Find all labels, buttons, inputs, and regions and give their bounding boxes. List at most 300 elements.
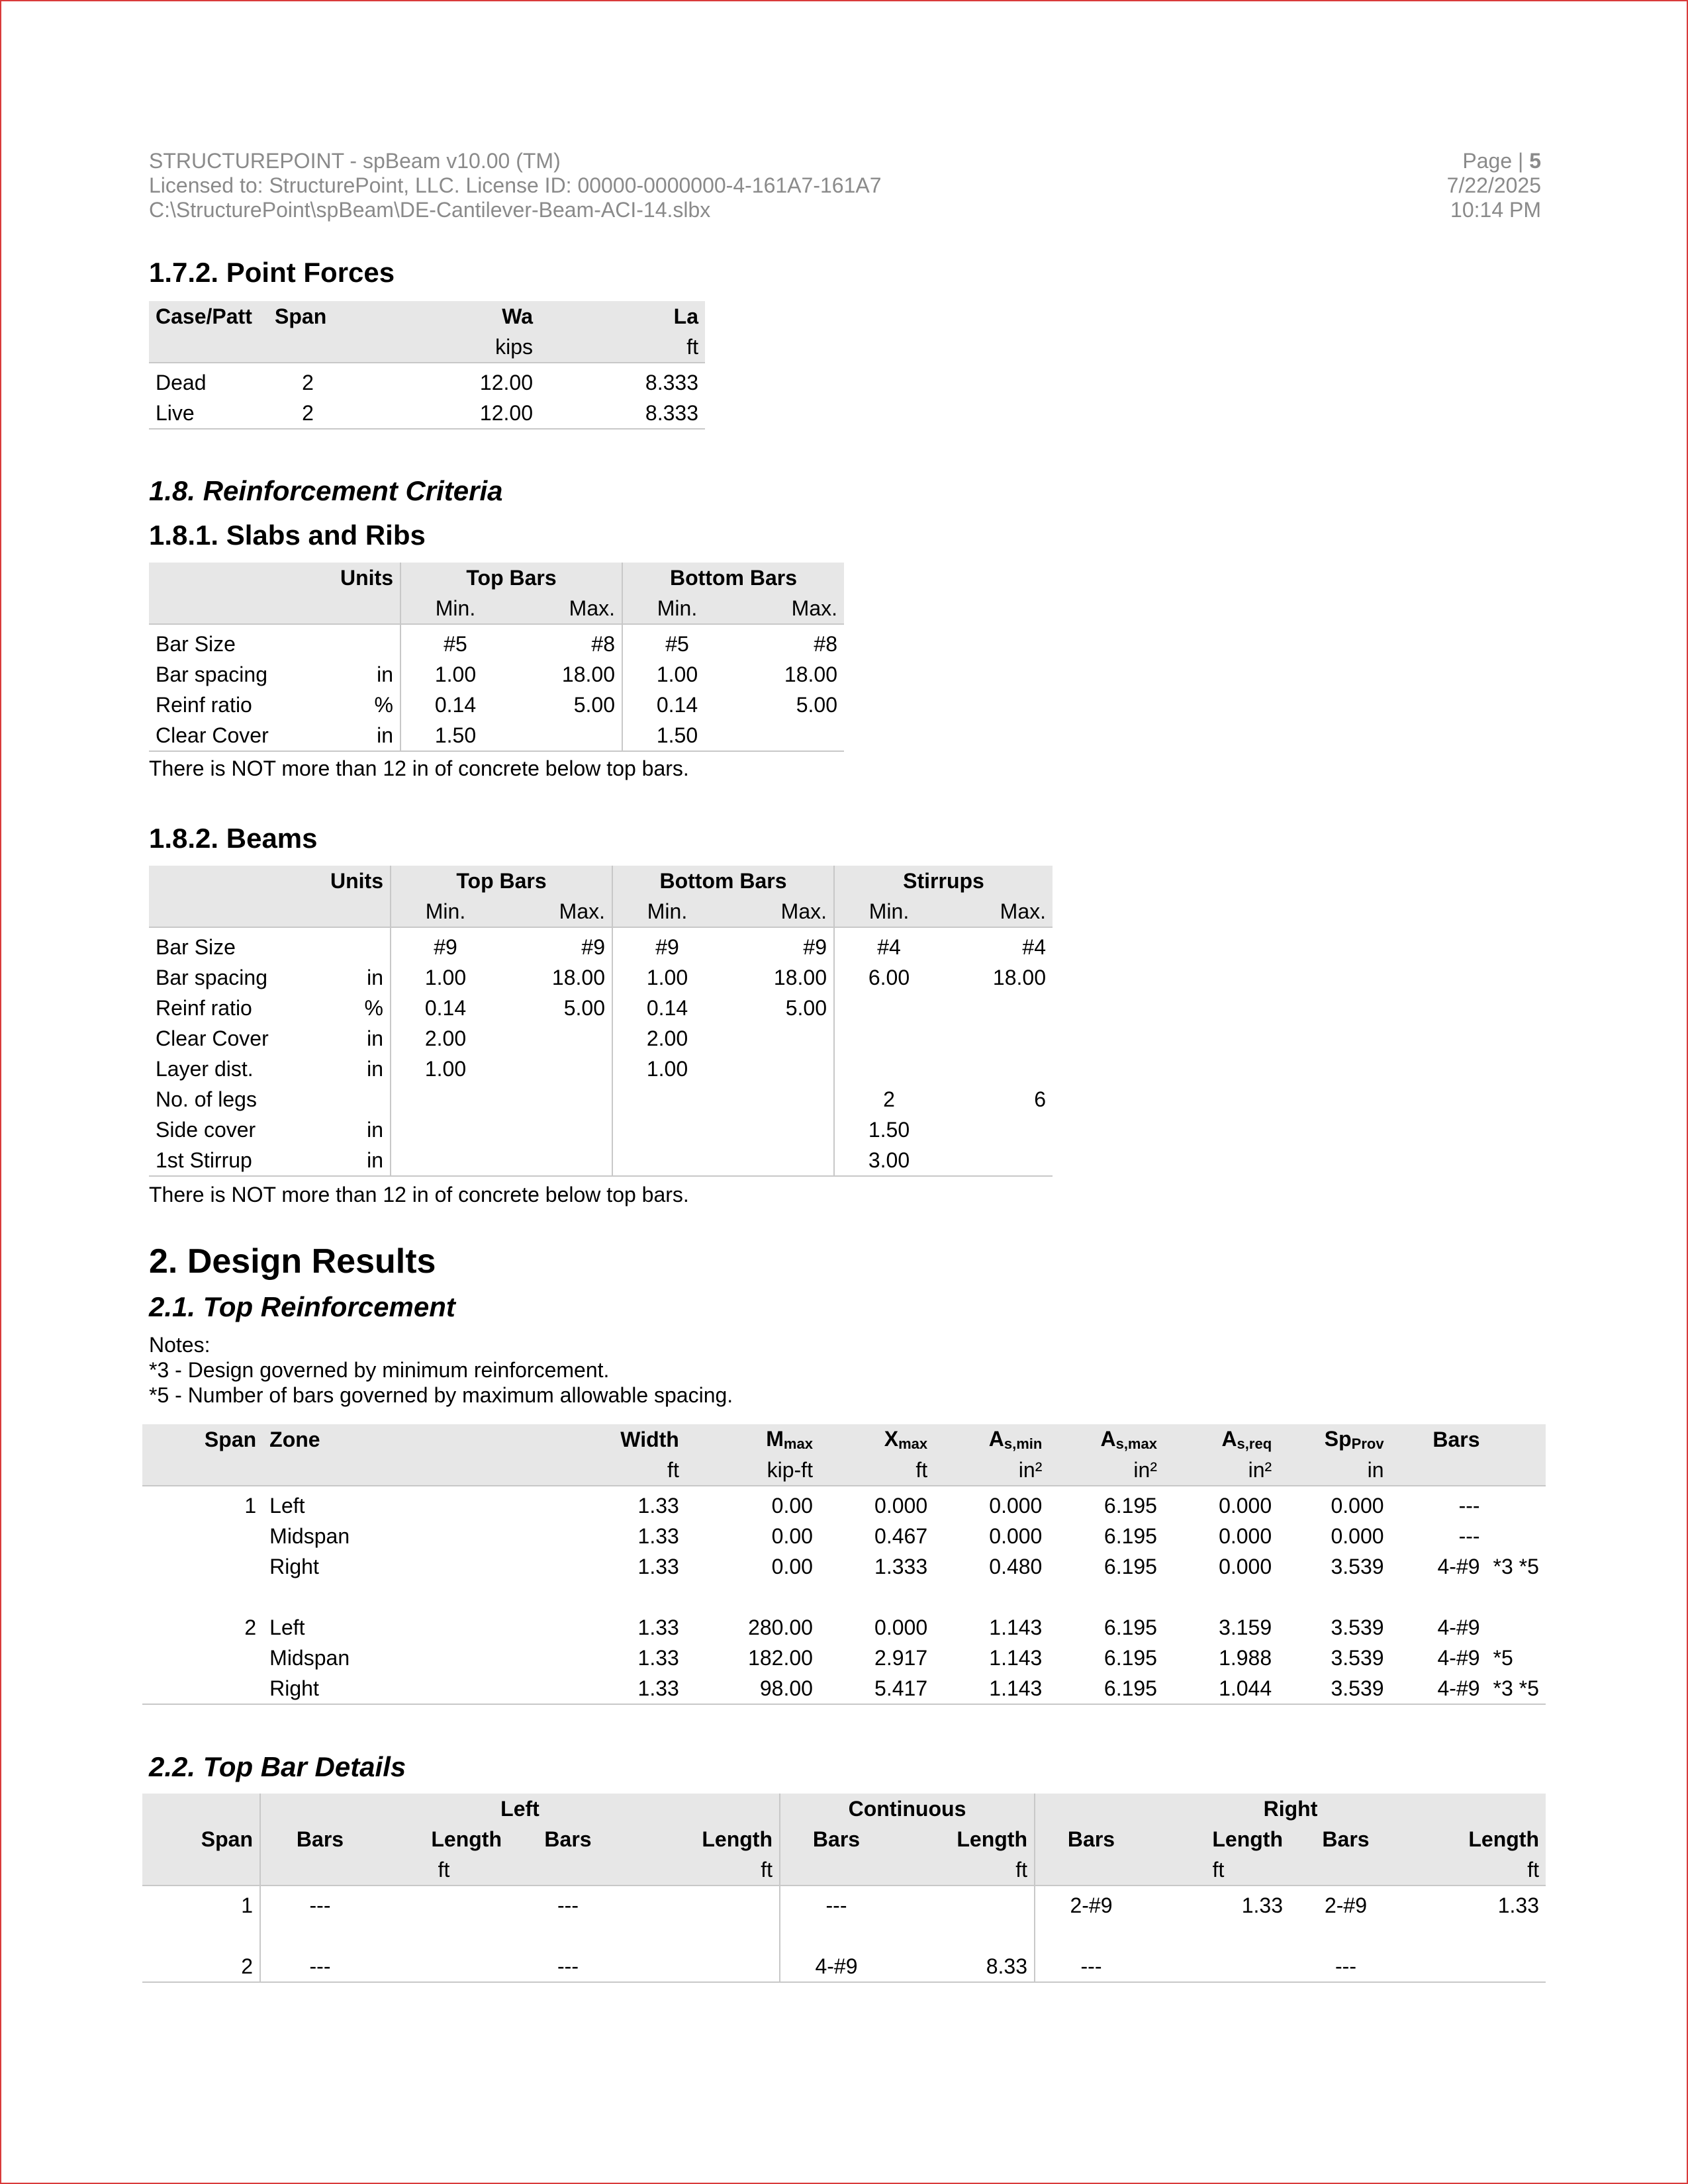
table-cell bbox=[780, 1921, 892, 1951]
table-cell: 1.143 bbox=[989, 1615, 1043, 1639]
table-cell: #8 bbox=[814, 631, 837, 656]
table-cell bbox=[1487, 1612, 1546, 1643]
header-main: M bbox=[766, 1426, 784, 1451]
column-header bbox=[149, 896, 314, 927]
page-number: 5 bbox=[1529, 149, 1541, 173]
table-cell: 1.00 bbox=[612, 1054, 722, 1084]
column-header bbox=[1049, 1424, 1164, 1455]
column-unit: ft bbox=[820, 1455, 934, 1486]
column-header bbox=[820, 1424, 934, 1455]
column-header: Length bbox=[702, 1827, 773, 1851]
table-cell bbox=[722, 1084, 834, 1115]
column-unit: in² bbox=[934, 1455, 1049, 1486]
column-header: Zone bbox=[269, 1427, 320, 1451]
table-cell: 0.000 bbox=[874, 1615, 928, 1639]
table-cell: 4-#9 bbox=[1391, 1673, 1487, 1704]
column-header bbox=[686, 1424, 820, 1455]
table-cell: 1.50 bbox=[400, 720, 510, 751]
table-cell: 3.539 bbox=[1331, 1615, 1384, 1639]
table-cell bbox=[943, 1145, 1053, 1176]
column-unit bbox=[149, 332, 268, 363]
table-cell: 5.00 bbox=[796, 692, 837, 717]
table-row bbox=[142, 1886, 1546, 1921]
column-header bbox=[934, 1424, 1049, 1455]
table-row bbox=[149, 720, 844, 751]
table-cell: #5 bbox=[622, 624, 731, 659]
table-cell bbox=[612, 1115, 722, 1145]
table-cell: 1.33 bbox=[637, 1645, 679, 1670]
table-cell: 0.14 bbox=[622, 690, 731, 720]
table-cell bbox=[314, 1084, 391, 1115]
table-cell bbox=[628, 1921, 780, 1951]
header-subscript: s,req bbox=[1237, 1435, 1272, 1452]
table-cell: 1.00 bbox=[400, 659, 510, 690]
table-cell: 6.195 bbox=[1103, 1615, 1157, 1639]
table-cell: 1.333 bbox=[874, 1554, 928, 1578]
table-cell: 0.000 bbox=[1219, 1493, 1272, 1518]
column-unit: in² bbox=[1164, 1455, 1278, 1486]
table-cell bbox=[260, 1921, 379, 1951]
column-unit: ft bbox=[404, 1455, 685, 1486]
column-header: Max. bbox=[722, 896, 834, 927]
table-cell: 1.33 bbox=[637, 1493, 679, 1518]
top-reinforcement-notes bbox=[149, 1332, 733, 1408]
table-cell bbox=[500, 1115, 612, 1145]
column-unit bbox=[1391, 1455, 1487, 1486]
table-cell: 4-#9 bbox=[780, 1951, 892, 1982]
table-cell bbox=[314, 927, 391, 962]
table-header-row bbox=[149, 563, 844, 593]
header-time: 10:14 PM bbox=[1450, 198, 1541, 222]
column-header: Length bbox=[431, 1827, 502, 1851]
table-cell: 0.14 bbox=[391, 993, 500, 1023]
table-cell bbox=[731, 720, 844, 751]
slabs-note: There is NOT more than 12 in of concrete below top bars. bbox=[149, 756, 689, 780]
table-cell: --- bbox=[508, 1951, 628, 1982]
table-cell bbox=[612, 1084, 722, 1115]
table-cell: #4 bbox=[1022, 934, 1046, 959]
table-cell: 1.33 bbox=[637, 1615, 679, 1639]
table-cell: 5.00 bbox=[563, 995, 605, 1020]
table-row bbox=[149, 659, 844, 690]
report-header bbox=[149, 149, 882, 222]
table-cell: 0.000 bbox=[1331, 1493, 1384, 1518]
table-cell: Right bbox=[263, 1673, 404, 1704]
column-header: Bars bbox=[780, 1824, 892, 1854]
section-heading: 2.2. Top Bar Details bbox=[149, 1751, 406, 1782]
table-cell: 5.00 bbox=[573, 692, 615, 717]
column-unit bbox=[142, 1854, 260, 1886]
table-cell bbox=[943, 1054, 1053, 1084]
section-heading: 2. Design Results bbox=[149, 1242, 436, 1281]
table-cell: 4-#9 bbox=[1437, 1554, 1480, 1578]
table-cell: 0.000 bbox=[1219, 1554, 1272, 1578]
table-cell: 4-#9 bbox=[1437, 1645, 1480, 1670]
table-cell bbox=[391, 1084, 500, 1115]
table-cell: in bbox=[314, 1145, 391, 1176]
table-cell: Left bbox=[269, 1615, 305, 1639]
table-cell: #4 bbox=[834, 927, 943, 962]
table-cell bbox=[1487, 1486, 1546, 1521]
table-cell: 0.000 bbox=[1219, 1524, 1272, 1548]
column-group-header: Right bbox=[1035, 1794, 1546, 1824]
table-row bbox=[142, 1551, 1546, 1582]
table-cell: --- bbox=[260, 1886, 379, 1921]
header-subscript: s,max bbox=[1115, 1435, 1157, 1452]
table-cell: #9 bbox=[581, 934, 605, 959]
column-header: Length bbox=[1468, 1827, 1539, 1851]
table-cell bbox=[500, 1145, 612, 1176]
table-cell: 1.00 bbox=[391, 962, 500, 993]
table-cell: 1.044 bbox=[1164, 1673, 1278, 1704]
point-forces-table bbox=[149, 301, 705, 430]
table-cell: Right bbox=[269, 1554, 319, 1578]
table-cell bbox=[142, 1643, 263, 1673]
header-program: STRUCTUREPOINT - spBeam v10.00 (TM) bbox=[149, 149, 561, 173]
table-cell: 3.539 bbox=[1331, 1554, 1384, 1578]
table-cell bbox=[508, 1921, 628, 1951]
table-cell: Bar Size bbox=[156, 934, 236, 959]
column-unit bbox=[1035, 1854, 1147, 1886]
table-row bbox=[149, 363, 705, 398]
table-cell: Clear Cover bbox=[149, 720, 314, 751]
table-header-row bbox=[142, 1794, 1546, 1824]
table-cell: 2 bbox=[268, 398, 348, 429]
table-cell: 2.00 bbox=[612, 1023, 722, 1054]
table-cell bbox=[892, 1886, 1035, 1921]
table-cell: 1 bbox=[241, 1893, 253, 1917]
table-cell: 1.33 bbox=[637, 1554, 679, 1578]
table-spacer-row bbox=[142, 1921, 1546, 1951]
column-header: Bars bbox=[1432, 1427, 1480, 1451]
table-cell: 18.00 bbox=[784, 662, 837, 686]
column-group-header: Bottom Bars bbox=[612, 866, 834, 896]
table-cell bbox=[612, 1145, 722, 1176]
table-cell: --- bbox=[1458, 1493, 1480, 1518]
table-cell bbox=[722, 1023, 834, 1054]
header-subscript: max bbox=[783, 1435, 813, 1452]
table-subheader-row bbox=[149, 593, 844, 624]
table-cell: *3 *5 bbox=[1487, 1673, 1546, 1704]
table-cell: --- bbox=[1458, 1524, 1480, 1548]
table-cell bbox=[834, 1054, 943, 1084]
table-cell: 0.00 bbox=[771, 1524, 813, 1548]
column-header: Min. bbox=[612, 896, 722, 927]
table-subheader-row bbox=[149, 896, 1053, 927]
header-date: 7/22/2025 bbox=[1446, 173, 1541, 197]
table-cell bbox=[142, 1551, 263, 1582]
table-cell bbox=[391, 1145, 500, 1176]
table-cell: 0.14 bbox=[612, 993, 722, 1023]
table-cell: 5.417 bbox=[820, 1673, 934, 1704]
table-row bbox=[142, 1521, 1546, 1551]
table-cell: 1.988 bbox=[1219, 1645, 1272, 1670]
table-cell: 1.50 bbox=[622, 720, 731, 751]
column-unit bbox=[1289, 1854, 1402, 1886]
table-cell: --- bbox=[260, 1951, 379, 1982]
table-cell bbox=[142, 1921, 260, 1951]
table-cell: 1.33 bbox=[1497, 1893, 1539, 1917]
table-cell bbox=[1147, 1951, 1289, 1982]
table-cell bbox=[628, 1886, 780, 1921]
table-cell: Bar Size bbox=[156, 631, 236, 656]
table-cell: 6.195 bbox=[1049, 1673, 1164, 1704]
table-cell: 6.00 bbox=[834, 962, 943, 993]
table-cell: in bbox=[367, 965, 383, 989]
column-unit: ft bbox=[539, 332, 705, 363]
table-header-row bbox=[149, 301, 705, 332]
table-cell: Clear Cover bbox=[156, 1026, 269, 1050]
table-cell bbox=[834, 1023, 943, 1054]
table-cell: in bbox=[367, 1056, 383, 1081]
table-cell bbox=[943, 1115, 1053, 1145]
column-unit bbox=[263, 1455, 404, 1486]
column-header: Max. bbox=[943, 896, 1053, 927]
column-unit bbox=[508, 1854, 628, 1886]
table-cell bbox=[1487, 1521, 1546, 1551]
table-cell: 1 bbox=[244, 1493, 257, 1518]
table-cell: 0.000 bbox=[989, 1524, 1043, 1548]
column-header bbox=[149, 593, 314, 624]
column-group-header: Continuous bbox=[780, 1794, 1035, 1824]
column-header: Span bbox=[201, 1827, 253, 1851]
header-main: X bbox=[884, 1426, 899, 1451]
column-header: Min. bbox=[834, 896, 943, 927]
table-spacer-row bbox=[142, 1582, 1546, 1612]
beams-note: There is NOT more than 12 in of concrete below top bars. bbox=[149, 1183, 689, 1206]
column-header: Bars bbox=[544, 1827, 592, 1851]
column-unit: ft bbox=[892, 1854, 1035, 1886]
table-cell bbox=[628, 1951, 780, 1982]
table-cell: 6 bbox=[1034, 1087, 1046, 1111]
column-header: Max. bbox=[731, 593, 844, 624]
table-cell: 18.00 bbox=[992, 965, 1046, 989]
table-cell bbox=[943, 993, 1053, 1023]
table-cell bbox=[1402, 1921, 1546, 1951]
top-bar-details-table bbox=[142, 1794, 1546, 1983]
table-row bbox=[142, 1486, 1546, 1521]
table-cell bbox=[142, 1521, 263, 1551]
column-header: Wa bbox=[502, 304, 533, 328]
column-header bbox=[149, 866, 314, 896]
table-cell: 1.33 bbox=[404, 1673, 685, 1704]
table-row bbox=[142, 1951, 1546, 1982]
table-cell: *3 *5 bbox=[1493, 1554, 1539, 1578]
table-cell: 18.00 bbox=[561, 662, 615, 686]
column-unit bbox=[260, 1854, 379, 1886]
column-unit: kip-ft bbox=[686, 1455, 820, 1486]
table-cell: 2-#9 bbox=[1035, 1886, 1147, 1921]
table-cell: #9 bbox=[391, 927, 500, 962]
table-cell: 1.143 bbox=[989, 1645, 1043, 1670]
table-cell: 12.00 bbox=[479, 370, 533, 394]
table-cell bbox=[379, 1886, 508, 1921]
table-cell: 1.50 bbox=[834, 1115, 943, 1145]
table-cell: --- bbox=[1289, 1951, 1402, 1982]
table-row bbox=[142, 1643, 1546, 1673]
table-row bbox=[149, 1023, 1053, 1054]
table-cell: 1.33 bbox=[637, 1524, 679, 1548]
table-cell bbox=[510, 720, 622, 751]
table-cell bbox=[314, 624, 400, 659]
header-subscript: max bbox=[898, 1435, 928, 1452]
table-cell: 0.467 bbox=[874, 1524, 928, 1548]
table-cell: No. of legs bbox=[156, 1087, 257, 1111]
table-cell: 280.00 bbox=[748, 1615, 813, 1639]
column-header: Span bbox=[204, 1427, 257, 1451]
column-unit bbox=[780, 1854, 892, 1886]
column-header: Width bbox=[620, 1427, 679, 1451]
column-unit: in² bbox=[1049, 1455, 1164, 1486]
table-cell: 1.143 bbox=[934, 1673, 1049, 1704]
column-header: Max. bbox=[510, 593, 622, 624]
table-cell: #5 bbox=[400, 624, 510, 659]
column-header bbox=[1278, 1424, 1390, 1455]
table-cell: 18.00 bbox=[773, 965, 827, 989]
table-cell: Bar spacing bbox=[156, 965, 267, 989]
table-cell: Layer dist. bbox=[156, 1056, 254, 1081]
table-cell: 2-#9 bbox=[1324, 1893, 1368, 1917]
table-cell: 6.195 bbox=[1103, 1524, 1157, 1548]
table-cell: 3.539 bbox=[1278, 1673, 1390, 1704]
table-cell: 3.159 bbox=[1219, 1615, 1272, 1639]
column-unit bbox=[1487, 1455, 1546, 1486]
table-cell: Midspan bbox=[269, 1524, 350, 1548]
table-cell: 6.195 bbox=[1103, 1493, 1157, 1518]
column-header bbox=[1487, 1424, 1546, 1455]
table-cell: 0.14 bbox=[400, 690, 510, 720]
table-cell: Side cover bbox=[156, 1117, 256, 1142]
column-header: Length bbox=[957, 1827, 1027, 1851]
table-cell: 4-#9 bbox=[1437, 1615, 1480, 1639]
column-group-header: Left bbox=[260, 1794, 780, 1824]
column-header: Case/Patt bbox=[156, 304, 252, 328]
table-cell: Reinf ratio bbox=[156, 692, 252, 717]
table-cell: 0.480 bbox=[989, 1554, 1043, 1578]
top-reinforcement-table bbox=[142, 1424, 1546, 1705]
column-group-header: Bottom Bars bbox=[622, 563, 844, 593]
header-main: A bbox=[988, 1426, 1004, 1451]
table-cell: 0.000 bbox=[1331, 1524, 1384, 1548]
table-cell: in bbox=[377, 662, 393, 686]
table-cell: 8.33 bbox=[892, 1951, 1035, 1982]
table-row bbox=[149, 624, 844, 659]
note-item: *5 - Number of bars governed by maximum allowable spacing. bbox=[149, 1383, 733, 1407]
table-cell: 2 bbox=[142, 1951, 260, 1982]
table-cell: 2.00 bbox=[391, 1023, 500, 1054]
column-header bbox=[1164, 1424, 1278, 1455]
column-header bbox=[149, 563, 314, 593]
table-row bbox=[149, 398, 705, 429]
column-header: Units bbox=[330, 868, 383, 893]
table-cell bbox=[1402, 1951, 1546, 1982]
note-item: *3 - Design governed by minimum reinforcement. bbox=[149, 1358, 610, 1382]
table-cell bbox=[1035, 1921, 1147, 1951]
table-cell: 1.00 bbox=[622, 659, 731, 690]
column-unit: ft bbox=[628, 1854, 780, 1886]
table-cell: Live bbox=[149, 398, 268, 429]
column-group-header: Top Bars bbox=[391, 866, 612, 896]
table-cell: 1.33 bbox=[1241, 1893, 1283, 1917]
table-cell: Left bbox=[269, 1493, 305, 1518]
column-header: Bars bbox=[1035, 1824, 1147, 1854]
table-cell: % bbox=[374, 692, 393, 717]
column-unit: ft bbox=[379, 1854, 508, 1886]
table-cell bbox=[142, 1582, 1546, 1612]
header-subscript: s,min bbox=[1004, 1435, 1043, 1452]
table-cell: 6.195 bbox=[1103, 1554, 1157, 1578]
table-cell: in bbox=[367, 1026, 383, 1050]
header-license: Licensed to: StructurePoint, LLC. License ID: 00000-0000000-4-161A7-161A7 bbox=[149, 173, 882, 197]
table-cell: --- bbox=[1035, 1951, 1147, 1982]
table-cell: 182.00 bbox=[748, 1645, 813, 1670]
table-row bbox=[142, 1612, 1546, 1643]
section-heading: 2.1. Top Reinforcement bbox=[149, 1291, 455, 1322]
table-cell: #8 bbox=[591, 631, 615, 656]
table-cell: % bbox=[364, 995, 383, 1020]
table-cell: #9 bbox=[612, 927, 722, 962]
table-cell: 3.539 bbox=[1331, 1645, 1384, 1670]
table-cell bbox=[500, 1023, 612, 1054]
beams-criteria-table bbox=[149, 866, 1053, 1177]
column-header: La bbox=[673, 304, 698, 328]
table-cell bbox=[722, 1145, 834, 1176]
table-cell: 0.000 bbox=[874, 1493, 928, 1518]
table-cell bbox=[943, 1023, 1053, 1054]
table-cell: Bar spacing bbox=[156, 662, 267, 686]
table-cell bbox=[722, 1115, 834, 1145]
column-header: Units bbox=[340, 565, 393, 590]
table-row bbox=[149, 962, 1053, 993]
header-file-path: C:\StructurePoint\spBeam\DE-Cantilever-Beam-ACI-14.slbx bbox=[149, 198, 711, 222]
table-cell bbox=[500, 1054, 612, 1084]
notes-title: Notes: bbox=[149, 1333, 211, 1357]
column-header bbox=[314, 593, 400, 624]
table-cell bbox=[1289, 1921, 1402, 1951]
table-cell: Reinf ratio bbox=[156, 995, 252, 1020]
table-row bbox=[142, 1673, 1546, 1704]
table-cell: 0.00 bbox=[771, 1554, 813, 1578]
column-unit: in bbox=[1278, 1455, 1390, 1486]
column-unit: ft bbox=[1402, 1854, 1546, 1886]
column-header: Bars bbox=[1322, 1827, 1370, 1851]
column-header: Bars bbox=[260, 1824, 379, 1854]
table-row bbox=[149, 690, 844, 720]
table-row bbox=[149, 1145, 1053, 1176]
column-header bbox=[142, 1794, 260, 1824]
table-cell: 0.000 bbox=[989, 1493, 1043, 1518]
table-cell bbox=[892, 1921, 1035, 1951]
column-header: Min. bbox=[622, 593, 731, 624]
section-heading: 1.7.2. Point Forces bbox=[149, 257, 395, 288]
table-cell: in bbox=[367, 1117, 383, 1142]
header-page bbox=[1276, 149, 1541, 173]
column-header: Span bbox=[275, 304, 327, 328]
table-units-row bbox=[142, 1854, 1546, 1886]
table-cell: 2.917 bbox=[874, 1645, 928, 1670]
table-subheader-row bbox=[142, 1824, 1546, 1854]
table-cell: 1.00 bbox=[612, 962, 722, 993]
table-cell: 2 bbox=[244, 1615, 257, 1639]
table-cell bbox=[391, 1115, 500, 1145]
table-cell: 18.00 bbox=[551, 965, 605, 989]
header-main: A bbox=[1221, 1426, 1237, 1451]
column-header bbox=[314, 896, 391, 927]
section-heading: 1.8.2. Beams bbox=[149, 823, 318, 854]
header-main: Sp bbox=[1324, 1426, 1352, 1451]
table-cell: 2 bbox=[302, 370, 314, 394]
page-label: Page | bbox=[1462, 149, 1530, 173]
